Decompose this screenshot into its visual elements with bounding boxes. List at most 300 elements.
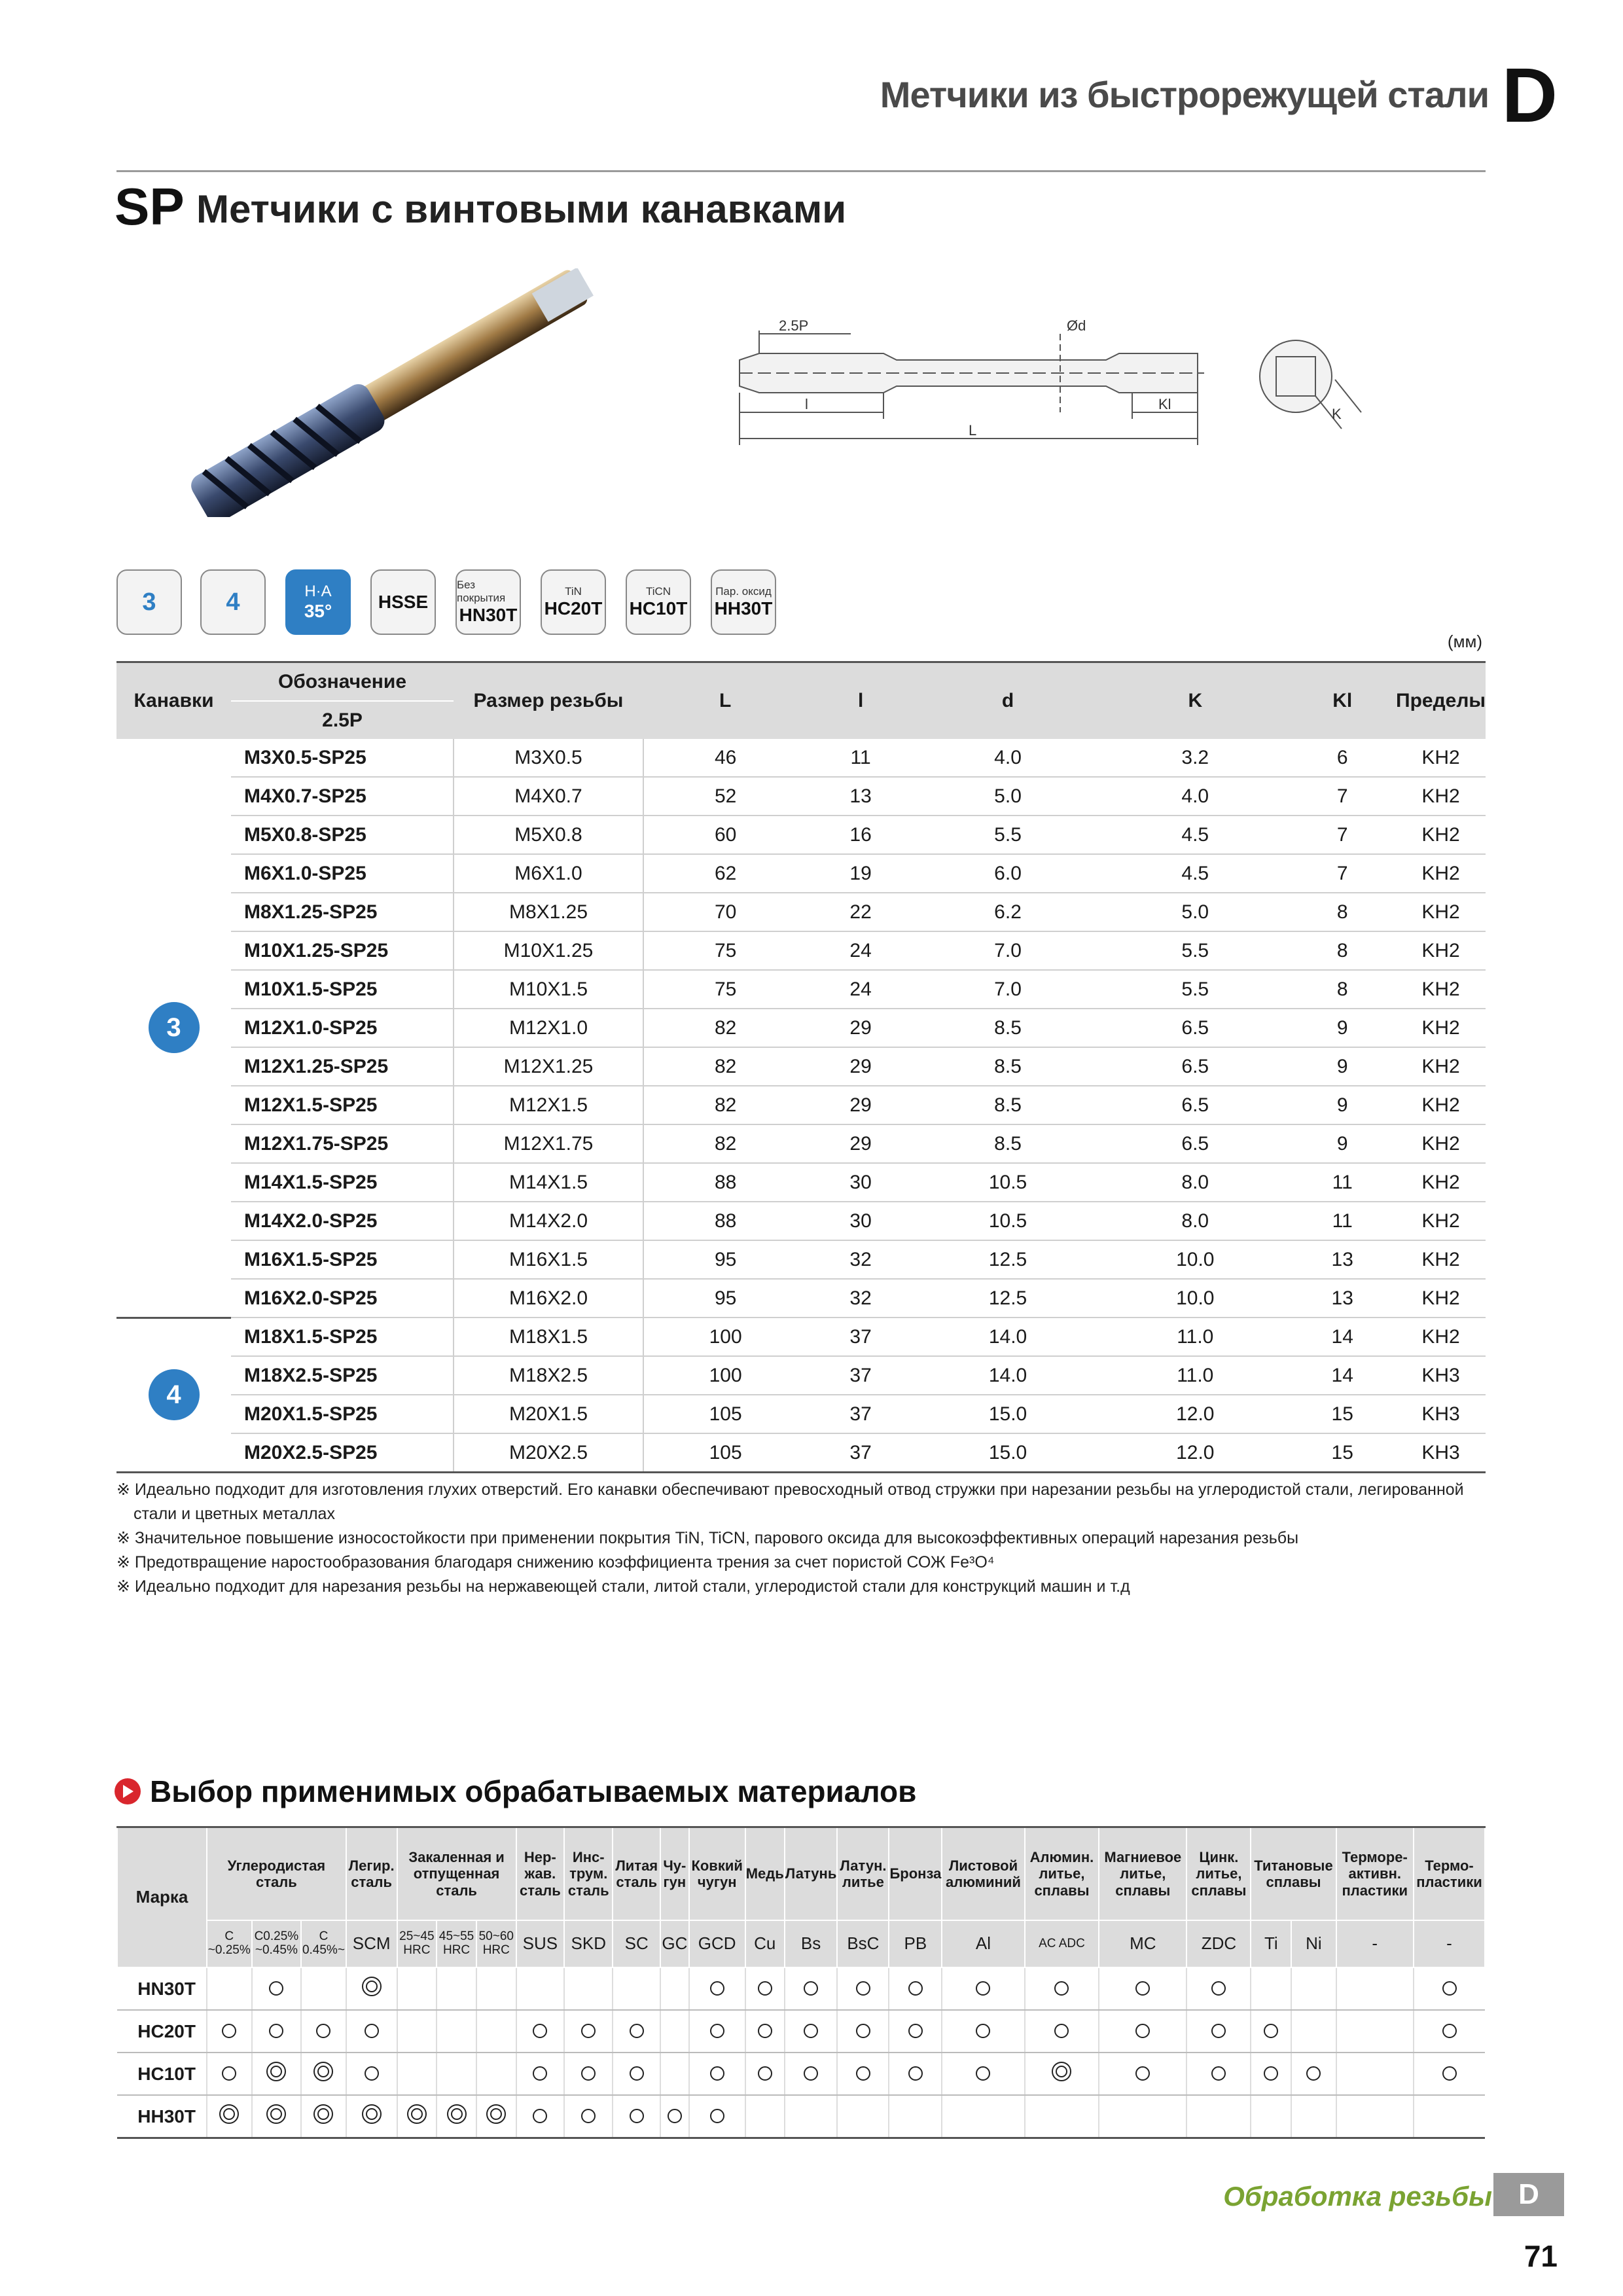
- material-subheader: -: [1336, 1920, 1414, 1967]
- suitability-cell: [397, 1967, 437, 2010]
- col-designation-sub: 2.5P: [231, 701, 454, 739]
- table-cell: 6.5: [1101, 1124, 1289, 1163]
- table-cell: 12.5: [914, 1240, 1101, 1279]
- suitability-cell: [689, 2095, 745, 2138]
- suitability-cell: [1251, 1967, 1291, 2010]
- table-cell: 5.5: [1101, 970, 1289, 1009]
- suitability-cell: [837, 1967, 889, 2010]
- suitability-cell: [660, 2010, 689, 2053]
- suitability-cell: [346, 2053, 397, 2095]
- table-cell: 15: [1289, 1433, 1396, 1473]
- length-L-label: L: [969, 422, 977, 439]
- square-k-label: K: [1332, 406, 1342, 422]
- circle-icon: [1264, 2066, 1278, 2081]
- table-cell: 3.2: [1101, 739, 1289, 777]
- col-Kl: Kl: [1289, 662, 1396, 740]
- designation-cell: M3X0.5-SP25: [231, 739, 454, 777]
- brand-cell: HH30T: [117, 2095, 207, 2138]
- material-subheader: Ti: [1251, 1920, 1291, 1967]
- suitability-cell: [252, 2095, 302, 2138]
- table-cell: 14: [1289, 1356, 1396, 1395]
- material-subheader: 50~60 HRC: [476, 1920, 516, 1967]
- table-cell: KH2: [1396, 1163, 1486, 1202]
- material-subheader: 25~45 HRC: [397, 1920, 437, 1967]
- designation-cell: M14X1.5-SP25: [231, 1163, 454, 1202]
- designation-cell: M8X1.25-SP25: [231, 893, 454, 931]
- suitability-cell: [1251, 2095, 1291, 2138]
- circle-icon: [1054, 2024, 1069, 2038]
- col-limits: Пределы: [1396, 662, 1486, 740]
- suitability-cell: [1414, 2053, 1485, 2095]
- suitability-cell: [745, 1967, 785, 2010]
- flute-4-badge: [200, 569, 266, 635]
- suitability-cell: [516, 2053, 564, 2095]
- material-group-header: Инс-трум. сталь: [564, 1827, 613, 1921]
- table-cell: M16X2.0: [454, 1279, 643, 1318]
- table-cell: 82: [643, 1009, 807, 1047]
- suitability-cell: [1025, 2010, 1099, 2053]
- suitability-cell: [1414, 2095, 1485, 2138]
- suitability-cell: [564, 2010, 613, 2053]
- table-cell: M6X1.0: [454, 854, 643, 893]
- designation-cell: M12X1.25-SP25: [231, 1047, 454, 1086]
- double-circle-icon: [219, 2104, 239, 2124]
- table-cell: 15.0: [914, 1433, 1101, 1473]
- suitability-cell: [437, 2010, 476, 2053]
- material-subheader: PB: [889, 1920, 942, 1967]
- suitability-cell: [1025, 2053, 1099, 2095]
- product-code: SP: [115, 177, 185, 236]
- table-cell: 75: [643, 970, 807, 1009]
- table-cell: 12.5: [914, 1279, 1101, 1318]
- table-cell: 88: [643, 1163, 807, 1202]
- circle-icon: [710, 2024, 724, 2038]
- circle-icon: [908, 1981, 923, 1996]
- circle-icon: [1211, 2024, 1226, 2038]
- table-cell: 88: [643, 1202, 807, 1240]
- table-cell: 16: [807, 816, 914, 854]
- units-label: (мм): [1447, 632, 1482, 651]
- suitability-cell: [1025, 2095, 1099, 2138]
- table-cell: 29: [807, 1124, 914, 1163]
- suitability-cell: [564, 1967, 613, 2010]
- table-cell: 15.0: [914, 1395, 1101, 1433]
- material-subheader: SUS: [516, 1920, 564, 1967]
- table-cell: KH2: [1396, 1047, 1486, 1086]
- circle-icon: [710, 2109, 724, 2123]
- material-group-header: Цинк. литье, сплавы: [1186, 1827, 1251, 1921]
- material-group-header: Терморе-активн. пластики: [1336, 1827, 1414, 1921]
- brand-cell: HN30T: [117, 1967, 207, 2010]
- badge-top-label: Пар. оксид: [715, 585, 772, 598]
- material-subheader: Ni: [1291, 1920, 1336, 1967]
- table-cell: 4.5: [1101, 854, 1289, 893]
- table-cell: 15: [1289, 1395, 1396, 1433]
- material-subheader: BsC: [837, 1920, 889, 1967]
- length-l-label: l: [805, 396, 808, 412]
- suitability-cell: [785, 2010, 838, 2053]
- circle-icon: [908, 2024, 923, 2038]
- table-cell: 19: [807, 854, 914, 893]
- table-cell: 4.0: [914, 739, 1101, 777]
- badge-top-label: Без покрытия: [457, 579, 506, 604]
- suitability-cell: [437, 2095, 476, 2138]
- tin-badge: [541, 569, 606, 635]
- suitability-cell: [745, 2010, 785, 2053]
- suitability-cell: [516, 1967, 564, 2010]
- suitability-cell: [942, 1967, 1024, 2010]
- suitability-cell: [1186, 2053, 1251, 2095]
- circle-icon: [1135, 2024, 1150, 2038]
- table-row: [116, 777, 1486, 816]
- table-cell: 8.5: [914, 1047, 1101, 1086]
- table-cell: KH2: [1396, 777, 1486, 816]
- table-cell: 6: [1289, 739, 1396, 777]
- suitability-cell: [689, 2010, 745, 2053]
- material-subheader: GC: [660, 1920, 689, 1967]
- suitability-cell: [252, 2053, 302, 2095]
- spec-table: [116, 661, 1486, 1473]
- circle-icon: [1054, 1981, 1069, 1996]
- table-row: [117, 2053, 1485, 2095]
- table-row: [116, 1163, 1486, 1202]
- table-row: [116, 1086, 1486, 1124]
- material-group-header: Легир. сталь: [346, 1827, 397, 1921]
- material-group-header: Титановые сплавы: [1251, 1827, 1336, 1921]
- material-subheader: Bs: [785, 1920, 838, 1967]
- circle-icon: [222, 2066, 236, 2081]
- suitability-cell: [207, 2095, 252, 2138]
- designation-cell: M6X1.0-SP25: [231, 854, 454, 893]
- suitability-cell: [837, 2010, 889, 2053]
- table-cell: 82: [643, 1124, 807, 1163]
- designation-cell: M12X1.75-SP25: [231, 1124, 454, 1163]
- material-subheader: C0.25% ~0.45%: [252, 1920, 302, 1967]
- suitability-cell: [785, 2095, 838, 2138]
- table-cell: 13: [807, 777, 914, 816]
- circle-icon: [1306, 2066, 1321, 2081]
- table-row: [116, 931, 1486, 970]
- table-cell: M20X2.5: [454, 1433, 643, 1473]
- circle-icon: [269, 2024, 283, 2038]
- suitability-cell: [207, 2053, 252, 2095]
- circle-icon: [668, 2109, 682, 2123]
- table-cell: 24: [807, 970, 914, 1009]
- table-cell: 52: [643, 777, 807, 816]
- table-cell: M18X2.5: [454, 1356, 643, 1395]
- designation-cell: M12X1.5-SP25: [231, 1086, 454, 1124]
- materials-title: Выбор применимых обрабатываемых материалов: [150, 1774, 917, 1808]
- material-subheader: C 0.45%~: [301, 1920, 346, 1967]
- table-row: [116, 1047, 1486, 1086]
- flute-3-badge: [116, 569, 182, 635]
- table-cell: 4.5: [1101, 816, 1289, 854]
- table-cell: 8: [1289, 931, 1396, 970]
- suitability-cell: [837, 2053, 889, 2095]
- suitability-cell: [1291, 2010, 1336, 2053]
- page-number: 71: [1524, 2239, 1558, 2273]
- material-subheader: MC: [1099, 1920, 1186, 1967]
- table-cell: 105: [643, 1433, 807, 1473]
- suitability-cell: [301, 2053, 346, 2095]
- brand-header: Марка: [117, 1827, 207, 1968]
- circle-icon: [630, 2066, 644, 2081]
- table-cell: 70: [643, 893, 807, 931]
- designation-cell: M20X1.5-SP25: [231, 1395, 454, 1433]
- brand-cell: HC10T: [117, 2053, 207, 2095]
- table-cell: 37: [807, 1356, 914, 1395]
- table-cell: 8.5: [914, 1124, 1101, 1163]
- suitability-cell: [889, 2095, 942, 2138]
- table-cell: 30: [807, 1163, 914, 1202]
- designation-cell: M18X2.5-SP25: [231, 1356, 454, 1395]
- table-cell: KH3: [1396, 1433, 1486, 1473]
- table-cell: 9: [1289, 1086, 1396, 1124]
- table-cell: 62: [643, 854, 807, 893]
- double-circle-icon: [486, 2104, 506, 2124]
- footer-section: Обработка резьбы: [1223, 2181, 1492, 2212]
- suitability-cell: [689, 2053, 745, 2095]
- circle-icon: [630, 2024, 644, 2038]
- table-cell: 7.0: [914, 970, 1101, 1009]
- circle-icon: [710, 2066, 724, 2081]
- table-cell: KH2: [1396, 1009, 1486, 1047]
- material-group-header: Магниевое литье, сплавы: [1099, 1827, 1186, 1921]
- table-cell: KH2: [1396, 739, 1486, 777]
- table-cell: 30: [807, 1202, 914, 1240]
- suitability-cell: [397, 2010, 437, 2053]
- table-cell: 100: [643, 1356, 807, 1395]
- suitability-cell: [889, 2010, 942, 2053]
- badge-label: 35°: [304, 601, 332, 621]
- circle-icon: [1211, 1981, 1226, 1996]
- suitability-cell: [660, 1967, 689, 2010]
- table-cell: 5.0: [1101, 893, 1289, 931]
- suitability-cell: [745, 2095, 785, 2138]
- col-designation: Обозначение: [231, 662, 454, 702]
- footer-letter: D: [1493, 2173, 1564, 2216]
- circle-icon: [1264, 2024, 1278, 2038]
- table-cell: KH2: [1396, 893, 1486, 931]
- material-group-header: Термо-пластики: [1414, 1827, 1485, 1921]
- table-cell: 9: [1289, 1009, 1396, 1047]
- designation-cell: M16X2.0-SP25: [231, 1279, 454, 1318]
- suitability-cell: [660, 2053, 689, 2095]
- table-cell: KH2: [1396, 1279, 1486, 1318]
- table-cell: M12X1.25: [454, 1047, 643, 1086]
- suitability-cell: [1414, 1967, 1485, 2010]
- suitability-cell: [252, 1967, 302, 2010]
- double-circle-icon: [313, 2104, 333, 2124]
- material-group-header: Чу-гун: [660, 1827, 689, 1921]
- suitability-cell: [613, 1967, 660, 2010]
- material-group-header: Нер-жав. сталь: [516, 1827, 564, 1921]
- double-circle-icon: [313, 2062, 333, 2081]
- circle-icon: [804, 1981, 818, 1996]
- circle-icon: [758, 2066, 772, 2081]
- table-cell: 7: [1289, 816, 1396, 854]
- suitability-cell: [301, 2010, 346, 2053]
- table-cell: 82: [643, 1086, 807, 1124]
- badge-top-label: H·A: [304, 583, 332, 600]
- flute-count-cell: [116, 1318, 231, 1473]
- suitability-cell: [207, 2010, 252, 2053]
- circle-icon: [1135, 1981, 1150, 1996]
- tap-dimension-drawing: [720, 308, 1407, 478]
- suitability-cell: [437, 1967, 476, 2010]
- circle-icon: [856, 2066, 870, 2081]
- table-cell: M4X0.7: [454, 777, 643, 816]
- designation-cell: M12X1.0-SP25: [231, 1009, 454, 1047]
- material-subheader: 45~55 HRC: [437, 1920, 476, 1967]
- suitability-cell: [476, 1967, 516, 2010]
- table-cell: M16X1.5: [454, 1240, 643, 1279]
- table-row: [116, 1240, 1486, 1279]
- circle-icon: [316, 2024, 330, 2038]
- table-cell: 6.0: [914, 854, 1101, 893]
- suitability-cell: [1099, 2095, 1186, 2138]
- suitability-cell: [207, 1967, 252, 2010]
- hsse-badge: [370, 569, 436, 635]
- suitability-cell: [397, 2053, 437, 2095]
- table-cell: 37: [807, 1395, 914, 1433]
- table-cell: 7: [1289, 777, 1396, 816]
- table-cell: KH2: [1396, 1086, 1486, 1124]
- table-cell: M10X1.25: [454, 931, 643, 970]
- table-cell: 5.0: [914, 777, 1101, 816]
- table-row: [116, 1009, 1486, 1047]
- table-row: [117, 1967, 1485, 2010]
- material-group-header: Листовой алюминий: [942, 1827, 1024, 1921]
- table-cell: 14: [1289, 1318, 1396, 1356]
- suitability-cell: [1251, 2010, 1291, 2053]
- circle-icon: [804, 2066, 818, 2081]
- suitability-cell: [1251, 2053, 1291, 2095]
- table-cell: 7.0: [914, 931, 1101, 970]
- suitability-cell: [1186, 2010, 1251, 2053]
- table-cell: M12X1.0: [454, 1009, 643, 1047]
- suitability-cell: [346, 2010, 397, 2053]
- circle-icon: [630, 2109, 644, 2123]
- circle-icon: [581, 2109, 596, 2123]
- suitability-cell: [346, 1967, 397, 2010]
- suitability-cell: [301, 1967, 346, 2010]
- suitability-cell: [1336, 2010, 1414, 2053]
- table-cell: 12.0: [1101, 1395, 1289, 1433]
- suitability-cell: [397, 2095, 437, 2138]
- badge-top-label: TiCN: [645, 585, 671, 598]
- table-row: [116, 739, 1486, 777]
- suitability-cell: [613, 2095, 660, 2138]
- badge-label: 3: [142, 588, 156, 616]
- table-cell: KH2: [1396, 816, 1486, 854]
- table-cell: 11: [1289, 1202, 1396, 1240]
- material-subheader: SKD: [564, 1920, 613, 1967]
- badge-label: HC20T: [544, 598, 603, 619]
- ticn-badge: [626, 569, 691, 635]
- badge-label: HC10T: [629, 598, 688, 619]
- suitability-cell: [1099, 2010, 1186, 2053]
- suitability-cell: [785, 1967, 838, 2010]
- table-cell: 9: [1289, 1124, 1396, 1163]
- table-cell: KH2: [1396, 854, 1486, 893]
- circle-icon: [269, 1981, 283, 1996]
- material-subheader: GCD: [689, 1920, 745, 1967]
- circle-icon: [533, 2066, 547, 2081]
- badge-label: HH30T: [714, 598, 773, 619]
- table-row: [116, 893, 1486, 931]
- table-cell: 10.5: [914, 1202, 1101, 1240]
- table-cell: 6.5: [1101, 1086, 1289, 1124]
- table-cell: M18X1.5: [454, 1318, 643, 1356]
- col-K: K: [1101, 662, 1289, 740]
- table-cell: M5X0.8: [454, 816, 643, 854]
- suitability-cell: [252, 2010, 302, 2053]
- suitability-cell: [942, 2053, 1024, 2095]
- circle-icon: [581, 2066, 596, 2081]
- material-subheader: C ~0.25%: [207, 1920, 252, 1967]
- table-cell: 12.0: [1101, 1433, 1289, 1473]
- table-cell: 6.5: [1101, 1047, 1289, 1086]
- material-group-header: Медь: [745, 1827, 785, 1921]
- suitability-cell: [346, 2095, 397, 2138]
- col-flutes: Канавки: [116, 662, 231, 740]
- badge-label: HSSE: [378, 592, 429, 612]
- table-cell: 10.0: [1101, 1279, 1289, 1318]
- table-cell: 8.0: [1101, 1202, 1289, 1240]
- circle-icon: [581, 2024, 596, 2038]
- table-cell: 8.0: [1101, 1163, 1289, 1202]
- col-L: L: [643, 662, 807, 740]
- table-row: [116, 1395, 1486, 1433]
- designation-cell: M14X2.0-SP25: [231, 1202, 454, 1240]
- suitability-cell: [1291, 1967, 1336, 2010]
- table-row: [116, 1202, 1486, 1240]
- circle-icon: [1442, 2024, 1457, 2038]
- suitability-cell: [689, 1967, 745, 2010]
- suitability-cell: [1336, 2053, 1414, 2095]
- material-group-header: Ковкий чугун: [689, 1827, 745, 1921]
- material-group-header: Алюмин. литье, сплавы: [1025, 1827, 1099, 1921]
- table-cell: KH2: [1396, 1124, 1486, 1163]
- designation-cell: M10X1.5-SP25: [231, 970, 454, 1009]
- table-cell: KH2: [1396, 970, 1486, 1009]
- table-cell: 29: [807, 1047, 914, 1086]
- table-cell: 11: [807, 739, 914, 777]
- table-cell: 29: [807, 1086, 914, 1124]
- suitability-cell: [564, 2095, 613, 2138]
- suitability-cell: [613, 2010, 660, 2053]
- notes: [116, 1478, 1491, 1599]
- material-subheader: Cu: [745, 1920, 785, 1967]
- suitability-cell: [1186, 2095, 1251, 2138]
- suitability-cell: [1099, 2053, 1186, 2095]
- table-cell: 6.5: [1101, 1009, 1289, 1047]
- suitability-cell: [437, 2053, 476, 2095]
- table-cell: 13: [1289, 1279, 1396, 1318]
- circle-icon: [365, 2066, 379, 2081]
- material-subheader: SC: [613, 1920, 660, 1967]
- table-cell: 4.0: [1101, 777, 1289, 816]
- brand-cell: HC20T: [117, 2010, 207, 2053]
- double-circle-icon: [1052, 2062, 1071, 2081]
- table-cell: KH3: [1396, 1356, 1486, 1395]
- material-group-header: Углеродистая сталь: [207, 1827, 346, 1921]
- material-group-header: Бронза: [889, 1827, 942, 1921]
- table-cell: 95: [643, 1240, 807, 1279]
- materials-heading: [115, 1774, 916, 1809]
- table-cell: 10.0: [1101, 1240, 1289, 1279]
